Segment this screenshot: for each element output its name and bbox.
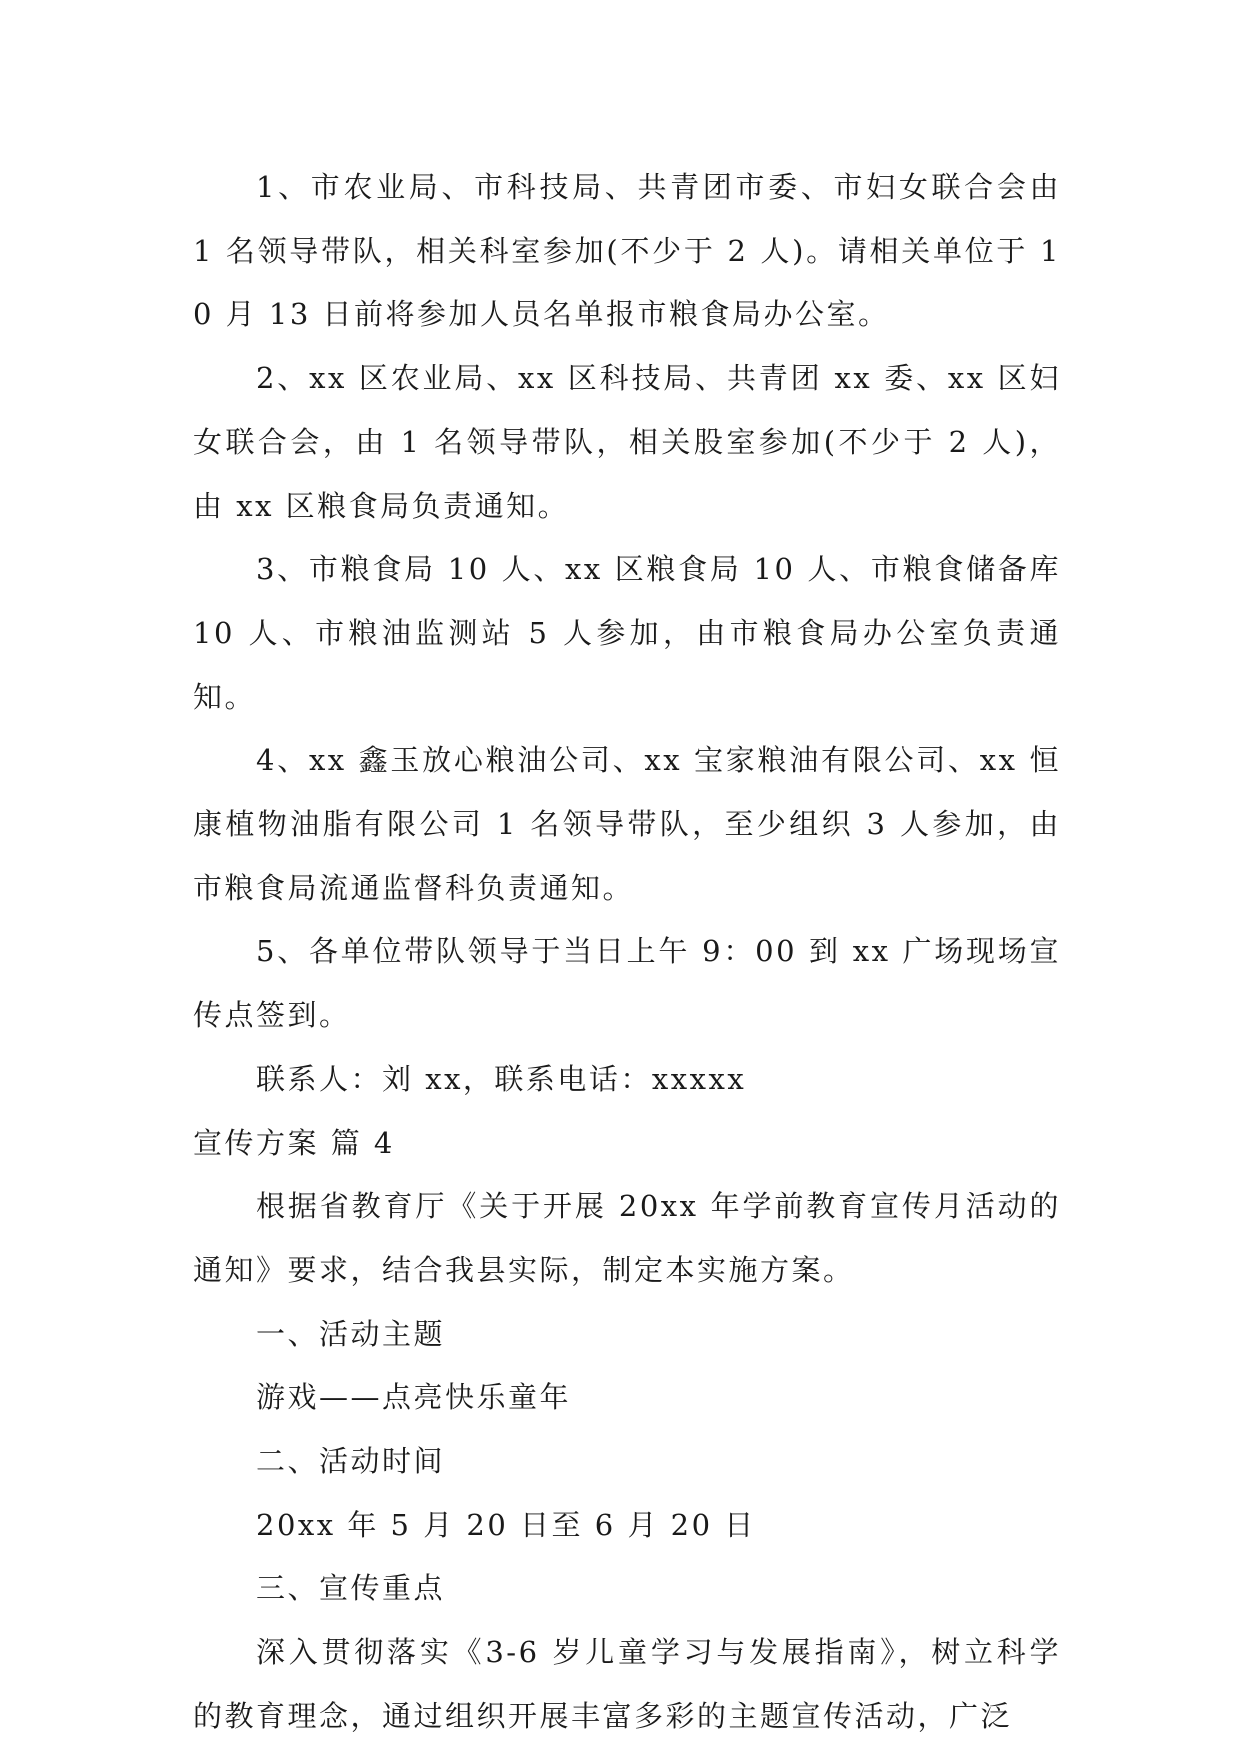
paragraph-item-3: 3、市粮食局 10 人、xx 区粮食局 10 人、市粮食储备库 10 人、市粮油监测站 5 人参加，由市粮食局办公室负责通知。	[193, 552, 1061, 714]
paragraph-item-5: 5、各单位带队领导于当日上午 9：00 到 xx 广场现场宣传点签到。	[193, 934, 1061, 1033]
paragraph-item-1: 1、市农业局、市科技局、共青团市委、市妇女联合会由 1 名领导带队，相关科室参加(不少于 2 人)。请相关单位于 10 月 13 日前将参加人员名单报市粮食局办公室。	[193, 170, 1061, 332]
intro-paragraph: 根据省教育厅《关于开展 20xx 年学前教育宣传月活动的通知》要求，结合我县实际，制定本实施方案。	[193, 1189, 1061, 1287]
section-heading: 宣传方案 篇 4	[193, 1125, 395, 1160]
contact-line: 联系人：刘 xx，联系电话：xxxxx	[256, 1061, 747, 1096]
paragraph-item-4: 4、xx 鑫玉放心粮油公司、xx 宝家粮油有限公司、xx 恒康植物油脂有限公司 1 名领导带队，至少组织 3 人参加，由市粮食局流通监督科负责通知。	[193, 743, 1061, 905]
activity-theme-heading: 一、活动主题	[256, 1316, 446, 1351]
activity-theme-text: 游戏——点亮快乐童年	[256, 1380, 572, 1415]
activity-time-heading: 二、活动时间	[256, 1444, 446, 1479]
paragraph-item-2: 2、xx 区农业局、xx 区科技局、共青团 xx 委、xx 区妇女联合会，由 1 名领导带队，相关股室参加(不少于 2 人)，由 xx 区粮食局负责通知。	[193, 361, 1061, 523]
promotion-focus-text: 深入贯彻落实《3-6 岁儿童学习与发展指南》，树立科学的教育理念，通过组织开展丰富多彩的主题宣传活动，广泛	[193, 1635, 1061, 1733]
promotion-focus-heading: 三、宣传重点	[256, 1571, 446, 1606]
activity-time-text: 20xx 年 5 月 20 日至 6 月 20 日	[256, 1507, 756, 1542]
